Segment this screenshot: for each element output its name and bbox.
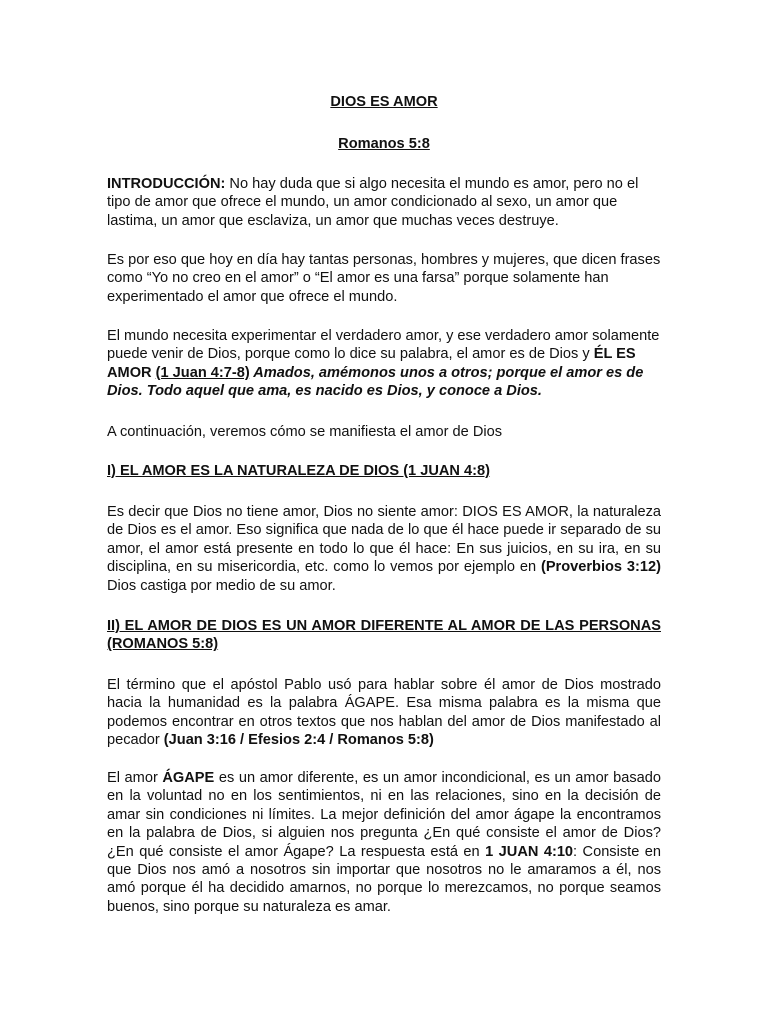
bold-statement: ÉL ES AMOR	[107, 346, 636, 381]
scripture-reference: (Proverbios 3:12)	[540, 559, 661, 576]
scripture-reference: (1 Juan 4:7-8)	[155, 364, 250, 381]
paragraph-3: El mundo necesita experimentar el verdadero amor, y ese verdadero amor solamente puede venir de Dios, porque como lo dice su palabra, el amor es de Dios y ÉL ES AMOR (1 Juan 4:7-8) Amados, amémonos unos a otros; porque el amor es de Dios. Todo aquel que ama, es nacido es Dios, y conoce a Dios.	[107, 328, 660, 400]
section-1-paragraph: Es decir que Dios no tiene amor, Dios no siente amor: DIOS ES AMOR, la naturaleza de Dios es el amor. Eso significa que nada de lo que él hace puede ir separado de su amor, el amor está presente en todo lo que él hace: En sus juicios, en su ira, en su disciplina, en su misericordia, etc. como lo vemos por ejemplo en (Proverbios 3:12) Dios castiga por medio de su amor.	[107, 504, 661, 594]
scripture-references: (Juan 3:16 / Efesios 2:4 / Romanos 5:8)	[163, 732, 434, 749]
intro-paragraph	[107, 175, 661, 230]
section-2-paragraph-2: El amor ÁGAPE es un amor diferente, es un amor incondicional, es un amor basado en la voluntad no en los sentimientos, ni en las relaciones, sino en la decisión de amar sin condiciones ni límites. La mejor definición del amor ágape la encontramos en la palabra de Dios, si alguien nos pregunta ¿En qué consiste el amor de Dios? ¿En qué consiste el amor Ágape? La respuesta está en 1 JUAN 4:10: Consiste en que Dios nos amó a nosotros sin importar que nosotros no le amaramos a él, nos amó porque él ha decidido amarnos, no porque lo merezcamos, no porque seamos buenos, sino porque su naturaleza es amar.	[107, 770, 661, 915]
scripture-reference: 1 JUAN 4:10	[485, 843, 574, 860]
paragraph-2: Es por eso que hoy en día hay tantas personas, hombres y mujeres, que dicen frases como “Yo no creo en el amor” o “El amor es una farsa” porque solamente han experimentado el amor que ofrece el mundo.	[107, 252, 661, 305]
document-subtitle: Romanos 5:8	[338, 136, 430, 152]
document-title: DIOS ES AMOR	[330, 94, 438, 110]
section-2-heading: II) EL AMOR DE DIOS ES UN AMOR DIFERENTE AL AMOR DE LAS PERSONAS (ROMANOS 5:8)	[107, 618, 661, 653]
scripture-quote: Amados, amémonos unos a otros; porque el amor es de Dios. Todo aquel que ama, es nacido es Dios, y conoce a Dios.	[107, 364, 644, 400]
agape-term: ÁGAPE	[162, 770, 215, 786]
intro-label: INTRODUCCIÓN:	[107, 176, 226, 192]
paragraph-4: A continuación, veremos cómo se manifiesta el amor de Dios	[107, 424, 503, 440]
section-1-heading: I) EL AMOR ES LA NATURALEZA DE DIOS (1 JUAN 4:8)	[107, 463, 490, 479]
section-2-paragraph-1: El término que el apóstol Pablo usó para hablar sobre él amor de Dios mostrado hacia la humanidad es la palabra ÁGAPE. Esa misma palabra es la misma que podemos encontrar en otros textos que nos hablan del amor de Dios manifestado al pecador (Juan 3:16 / Efesios 2:4 / Romanos 5:8)	[107, 677, 661, 749]
intro-text: No hay duda que si algo necesita el mundo es amor, pero no el tipo de amor que ofrece el mundo, un amor condicionado al sexo, un amor que lastima, un amor que esclaviza, un amor que muchas veces destruye.	[107, 176, 639, 229]
